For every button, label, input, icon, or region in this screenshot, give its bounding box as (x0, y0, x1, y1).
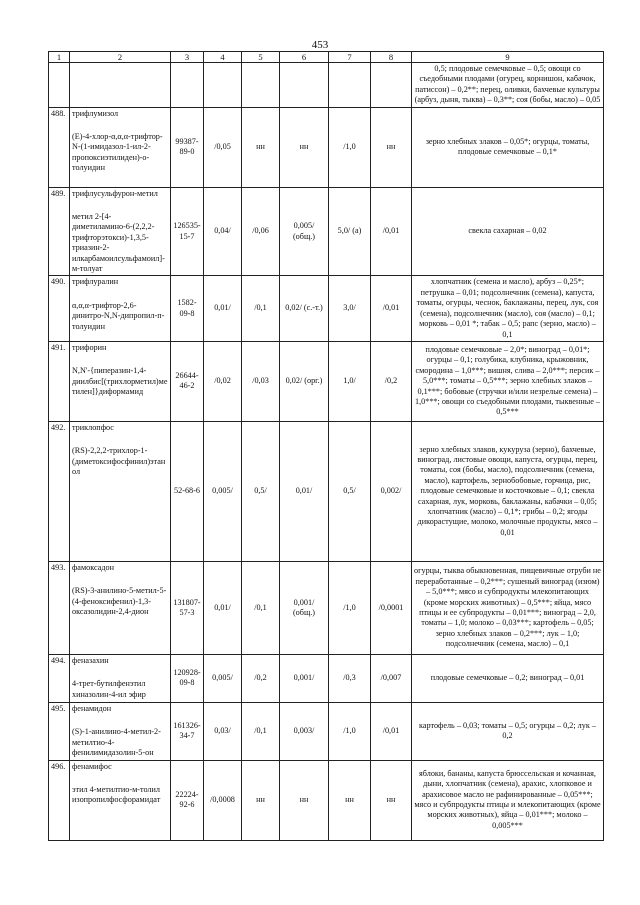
column-8-value: нн (371, 760, 412, 840)
column-6-value: 0,001/ (280, 654, 329, 702)
cas-number: 126535-15-7 (171, 187, 204, 276)
chemical-name: метил 2-[4-диметиламино-6-(2,2,2-трифторэтокси)-1,3,5-триазин-2-илкарбамоилсульфамоил]-м-толуат (72, 212, 165, 274)
column-5-value: /0,2 (242, 654, 280, 702)
column-5-value: /0,1 (242, 702, 280, 760)
column-4-value: /0,05 (204, 107, 242, 187)
column-8-value: нн (371, 107, 412, 187)
row-number: 493. (49, 561, 70, 654)
substance-cell (70, 107, 171, 187)
column-4-value: /0,0008 (204, 760, 242, 840)
column-6-value: нн (280, 760, 329, 840)
column-8-value: 0,002/ (371, 421, 412, 561)
chemical-name: (RS)-2,2,2-трихлор-1-(диметоксифосфинил)этанол (72, 446, 166, 477)
table-row (49, 760, 604, 840)
column-4-value: 0,005/ (204, 421, 242, 561)
substance-cell (70, 421, 171, 561)
column-4-value: /0,02 (204, 341, 242, 421)
substance-name: фамоксадон (72, 562, 114, 572)
column-4-value: 0,03/ (204, 702, 242, 760)
column-header: 3 (171, 52, 204, 63)
substance-name: фенамифос (72, 761, 112, 771)
hygienic-standards-table (48, 51, 604, 841)
column-5-value: /0,1 (242, 561, 280, 654)
cas-number: 161326-34-7 (171, 702, 204, 760)
column-7-value: 0,5/ (329, 421, 371, 561)
continuation-row (49, 63, 604, 108)
crop-residue-note: огурцы, тыква обыкновенная, пищевичные отруби не переработанные – 0,2***; сушеный виноград (изюм) – 5,0***; мясо и субпродукты млекопитающих (кроме морских животных) – 0,5***; яйца, мясо птицы и ее субпродукты – 0,01***; виноград – 2,0, томаты – 1,0; молоко – 0,03***; картофель – 0,05; зерно хлебных злаков – 0,2***; лук – 1,0; подсолнечник (семена, масло) – 0,1 (412, 561, 604, 654)
table-row (49, 341, 604, 421)
table-cell-empty (204, 63, 242, 108)
column-8-value: /0,2 (371, 341, 412, 421)
table-cell-empty (70, 63, 171, 108)
column-8-value: /0,007 (371, 654, 412, 702)
chemical-name: α,α,α-трифтор-2,6-динитро-N,N-дипропил-п-толуидин (72, 300, 165, 331)
table-row (49, 187, 604, 276)
table-cell-empty (371, 63, 412, 108)
page-number: 453 (311, 39, 329, 51)
chemical-name: этил 4-метилтио-м-толил изопропилфосфорамидат (72, 784, 161, 805)
crop-residue-note: хлопчатник (семена и масло), арбуз – 0,25*; петрушка – 0,01; подсолнечник (семена), капуста, томаты, огурцы, чеснок, баклажаны, перец, лук, соя (семена), подсолнечник (масло), соя (масло) – 0,1; морковь – 0,01 *; табак – 0,5; рапс (зерно, масло) – 0,1 (412, 276, 604, 341)
chemical-name: N,N'-{пиперазин-1,4-диилбис[(трихлорметил)метилен]}диформамид (72, 366, 168, 397)
column-6-value: 0,02/ (с.-т.) (280, 276, 329, 341)
column-header: 5 (242, 52, 280, 63)
column-5-value: 0,5/ (242, 421, 280, 561)
column-header: 7 (329, 52, 371, 63)
table-header-row (49, 52, 604, 63)
column-5-value: нн (242, 107, 280, 187)
column-5-value: нн (242, 760, 280, 840)
column-7-value: 1,0/ (329, 341, 371, 421)
cas-number: 52-68-6 (171, 421, 204, 561)
column-4-value: 0,04/ (204, 187, 242, 276)
substance-cell (70, 341, 171, 421)
table-row (49, 421, 604, 561)
substance-name: трифлуралин (72, 277, 119, 287)
substance-name: трифлумизол (72, 108, 119, 118)
column-8-value: /0,01 (371, 702, 412, 760)
column-header: 9 (412, 52, 604, 63)
column-8-value: /0,01 (371, 276, 412, 341)
substance-cell (70, 654, 171, 702)
row-number: 494. (49, 654, 70, 702)
row-number: 492. (49, 421, 70, 561)
crop-residue-note: плодовые семечковые – 0,2; виноград – 0,01 (412, 654, 604, 702)
column-8-value: /0,01 (371, 187, 412, 276)
continuation-note: 0,5; плодовые семечковые – 0,5; овощи со съедобными плодами (огурец, корнишон, кабачок, патиссон) – 0,2**; перец, оливки, бахчевые культуры (арбуз, дыня, тыква) – 0,3**; соя (бобы, масло) – 0,05 (412, 63, 604, 108)
cas-number: 131807-57-3 (171, 561, 204, 654)
column-header: 2 (70, 52, 171, 63)
column-7-value: /0,3 (329, 654, 371, 702)
row-number: 491. (49, 341, 70, 421)
column-8-value: /0,0001 (371, 561, 412, 654)
chemical-name: (Е)-4-хлор-α,α,α-трифтор-N-(1-имидазол-1-ил-2-пропоксиэтилиден)-о-толуидин (72, 132, 163, 173)
table-row (49, 654, 604, 702)
column-4-value: 0,005/ (204, 654, 242, 702)
table-cell-empty (280, 63, 329, 108)
row-number: 488. (49, 107, 70, 187)
substance-name: трифлусульфурон-метил (72, 188, 158, 198)
column-4-value: 0,01/ (204, 276, 242, 341)
substance-cell (70, 561, 171, 654)
column-6-value: 0,005/ (общ.) (280, 187, 329, 276)
substance-name: триклопфос (72, 422, 114, 432)
cas-number: 22224-92-6 (171, 760, 204, 840)
column-6-value: 0,003/ (280, 702, 329, 760)
crop-residue-note: свекла сахарная – 0,02 (412, 187, 604, 276)
cas-number: 26644-46-2 (171, 341, 204, 421)
column-5-value: /0,1 (242, 276, 280, 341)
chemical-name: 4-трет-бутилфенэтил хиназолин-4-ил эфир (72, 679, 146, 699)
row-number: 490. (49, 276, 70, 341)
row-number: 495. (49, 702, 70, 760)
substance-name: феназахин (72, 655, 109, 665)
substance-name: трифорин (72, 342, 107, 352)
column-6-value: нн (280, 107, 329, 187)
column-6-value: 0,02/ (орг.) (280, 341, 329, 421)
column-7-value: 3,0/ (329, 276, 371, 341)
column-header: 1 (49, 52, 70, 63)
column-7-value: /1,0 (329, 561, 371, 654)
column-5-value: /0,06 (242, 187, 280, 276)
column-header: 8 (371, 52, 412, 63)
row-number: 496. (49, 760, 70, 840)
crop-residue-note: зерно хлебных злаков – 0,05*; огурцы, томаты, плодовые семечковые – 0,1* (412, 107, 604, 187)
chemical-name: (S)-1-анилино-4-метил-2-метилтио-4-фенилимидазолин-5-он (72, 727, 161, 758)
cas-number: 120928-09-8 (171, 654, 204, 702)
substance-name: фенамидон (72, 703, 112, 713)
table-cell-empty (171, 63, 204, 108)
table-cell-empty (49, 63, 70, 108)
substance-cell (70, 276, 171, 341)
column-4-value: 0,01/ (204, 561, 242, 654)
table-row (49, 276, 604, 341)
column-7-value: 5,0/ (а) (329, 187, 371, 276)
substance-cell (70, 760, 171, 840)
column-header: 6 (280, 52, 329, 63)
crop-residue-note: яблоки, бананы, капуста брюссельская и кочанная, дыни, хлопчатник (семена), арахис, хлопковое и арахисовое масло не рафинированные – 0,05***; мясо и субпродукты птицы и млекопитающих (кроме морских животных), яйца – 0,01***; молоко – 0,005*** (412, 760, 604, 840)
column-6-value: 0,01/ (280, 421, 329, 561)
column-6-value: 0,001/ (общ.) (280, 561, 329, 654)
cas-number: 99387-89-0 (171, 107, 204, 187)
column-5-value: /0,03 (242, 341, 280, 421)
row-number: 489. (49, 187, 70, 276)
substance-cell (70, 187, 171, 276)
table-cell-empty (242, 63, 280, 108)
table-cell-empty (329, 63, 371, 108)
table-row (49, 702, 604, 760)
cas-number: 1582-09-8 (171, 276, 204, 341)
column-7-value: /1,0 (329, 107, 371, 187)
crop-residue-note: плодовые семечковые – 2,0*; виноград – 0,01*; огурцы – 0,1; голубика, клубника, крыжовник, смородина – 1,0***; вишня, слива – 2,0***; персик – 5,0***; томаты – 0,5***; зерно хлебных злаков – 0,1***; бобовые (стручки и/или незрелые семена) – 1,0***; овощи со съедобными плодами, тыквенные – 0,5*** (412, 341, 604, 421)
table-row (49, 107, 604, 187)
crop-residue-note: зерно хлебных злаков, кукуруза (зерно), бахчевые, виноград, листовые овощи, капуста, огурцы, перец, томаты, соя (бобы, масло), подсолнечник (семена, масло), картофель, зернобобовые, горчица, рис, плодовые семечковые и косточковые – 0,1; свекла сахарная, лук, морковь, баклажаны, кабачки – 0,05; хлопчатник (масло) – 0,1*; грибы – 0,2; ягоды дикорастущие, молоко, молочные продукты, мясо – 0,01 (412, 421, 604, 561)
column-7-value: нн (329, 760, 371, 840)
column-header: 4 (204, 52, 242, 63)
table-row (49, 561, 604, 654)
chemical-name: (RS)-3-анилино-5-метил-5-(4-феноксифенил)-1,3-оксазолидин-2,4-дион (72, 586, 167, 617)
column-7-value: /1,0 (329, 702, 371, 760)
crop-residue-note: картофель – 0,03; томаты – 0,5; огурцы – 0,2; лук – 0,2 (412, 702, 604, 760)
substance-cell (70, 702, 171, 760)
